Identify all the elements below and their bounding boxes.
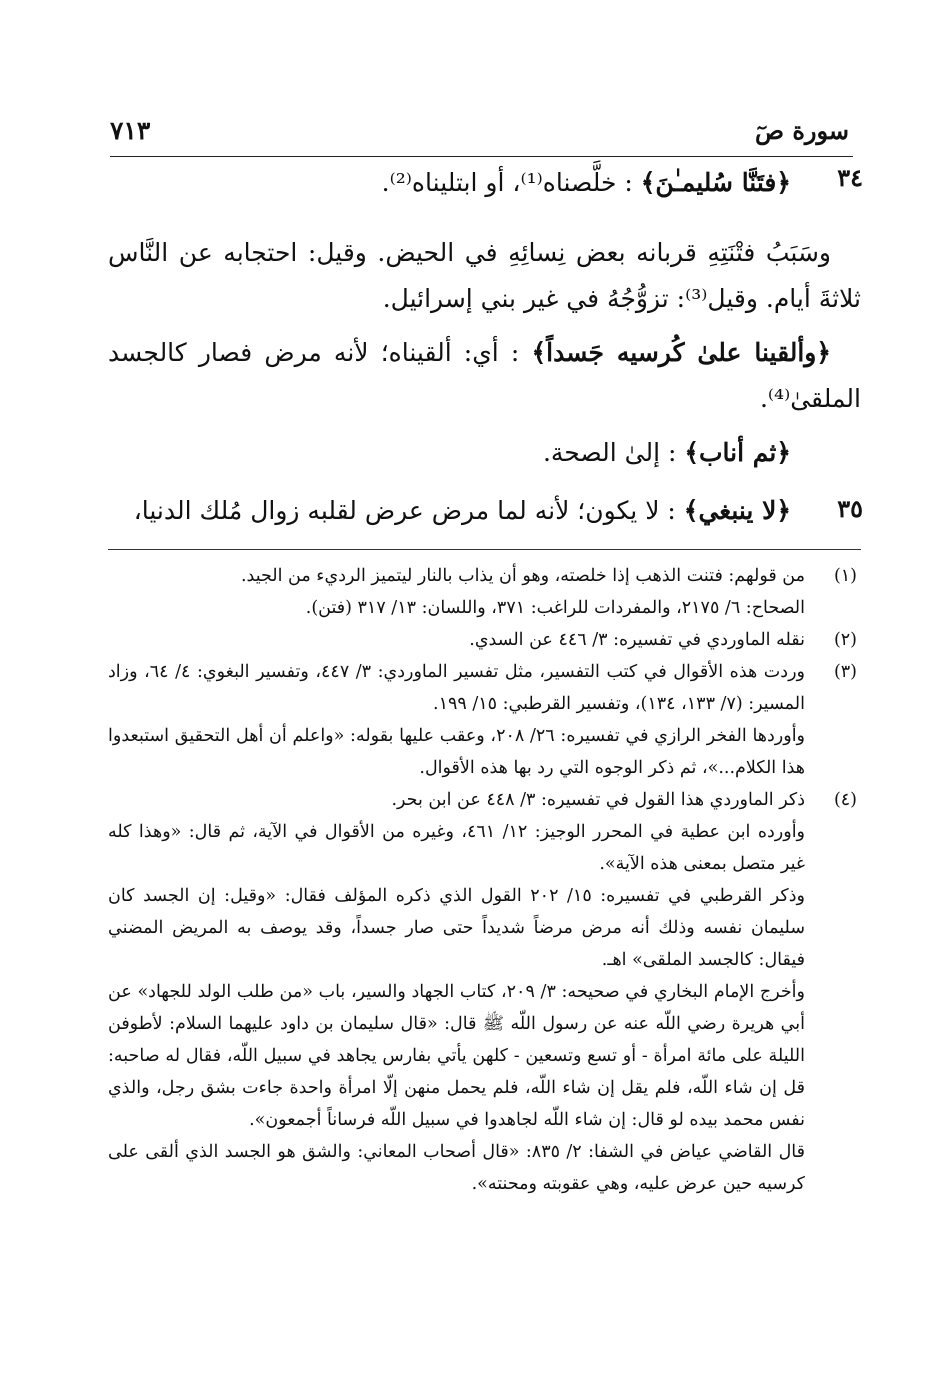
commentary-text: : خلَّصناه⁽¹⁾، أو ابتليناه⁽²⁾. [381, 168, 633, 197]
verse-number: ٣٥ [837, 494, 863, 523]
paragraph [108, 330, 861, 422]
quran-quote: ﴿فتَنَّا سُليمـٰنَ﴾ [640, 168, 791, 197]
footnote-text: قال القاضي عياض في الشفا: ٢/ ٨٣٥: «قال أصحاب المعاني: والشق هو الجسد الذي ألقى على كرسيه حين عرض عليه، وهي عقوبته ومحنته». [108, 1142, 805, 1194]
footnote [108, 656, 857, 784]
header-rule [110, 156, 853, 157]
footnote [108, 784, 857, 1200]
paragraph-text: : أي: ألقيناه؛ لأنه مرض فصار كالجسد الملقىٰ⁽⁴⁾. [108, 338, 861, 413]
footnote-number: (١) [833, 566, 857, 586]
footnote [108, 624, 857, 656]
paragraph [108, 230, 861, 322]
footnote-divider [108, 549, 861, 550]
footnote-text: وذكر القرطبي في تفسيره: ١٥/ ٢٠٢ القول الذي ذكره المؤلف فقال: «وقيل: إن الجسد كان سليمان نفسه وذلك أنه مرض مرضاً شديداً حتى صار جسداً، وقد يوصف به المريض المضني فيقال: كالجسد الملقى» اهـ. [108, 886, 805, 970]
quran-quote: ﴿لا ينبغي﴾ [683, 496, 791, 525]
quran-quote: ﴿ثم أناب﴾ [684, 438, 791, 467]
verse-line [108, 160, 791, 206]
verse-number: ٣٤ [837, 163, 863, 192]
page-number: ٧١٣ [110, 116, 151, 145]
verse-line [108, 488, 791, 534]
footnote-text: وردت هذه الأقوال في كتب التفسير، مثل تفسير الماوردي: ٣/ ٤٤٧، وتفسير البغوي: ٤/ ٦٤، وزاد المسير: (٧/ ١٣٣، ١٣٤)، وتفسير القرطبي: ١٥/ ١٩٩. [108, 662, 805, 714]
commentary-text: : لا يكون؛ لأنه لما مرض عرض لقلبه زوال مُلك الدنيا، [133, 496, 676, 525]
footnote-text: من قولهم: فتنت الذهب إذا خلصته، وهو أن يذاب بالنار ليتميز الرديء من الجيد. [240, 566, 805, 586]
paragraph-text: : إلىٰ الصحة. [542, 438, 677, 467]
page-header [110, 116, 849, 156]
paragraph [108, 430, 791, 476]
footnote-text: وأخرج الإمام البخاري في صحيحه: ٣/ ٢٠٩، كتاب الجهاد والسير، باب «من طلب الولد للجهاد» عن أبي هريرة رضي اللّه عنه عن رسول اللّه ﷺ قال: «قال سليمان بن داود عليهما السلام: لأطوفن الليلة على مائة امرأة - أو تسع وتسعين - كلهن يأتي بفارس يجاهد في سبيل اللّه، فقال له صاحبه: قل إن شاء اللّه، فلم يقل إن شاء اللّه، فلم يحمل منهن إلّا امرأة واحدة جاءت بشق رجل، والذي نفس محمد بيده لو قال: إن شاء اللّه لجاهدوا في سبيل اللّه فرساناً أجمعون». [108, 982, 805, 1130]
surah-title: سورة صٓ [754, 116, 849, 145]
footnote-text: وأوردها الفخر الرازي في تفسيره: ٢٦/ ٢٠٨، وعقب عليها بقوله: «واعلم أن أهل التحقيق استبعدوا هذا الكلام...»، ثم ذكر الوجوه التي رد بها هذه الأقوال. [108, 726, 806, 778]
footnote-text: ذكر الماوردي هذا القول في تفسيره: ٣/ ٤٤٨ عن ابن بحر. [391, 790, 805, 810]
footnote-text: الصحاح: ٦/ ٢١٧٥، والمفردات للراغب: ٣٧١، واللسان: ١٣/ ٣١٧ (فتن). [305, 598, 805, 618]
paragraph-text: وسَبَبُ فتْنَتِهِ قربانه بعض نِسائِهِ في الحيض. وقيل: احتجابه عن النَّاس ثلاثةَ أيام. وقيل⁽³⁾: تزوُّجُهُ في غير بني إسرائيل. [108, 238, 861, 313]
quran-quote: ﴿وألقينا علىٰ كُرسيه جَسداً﴾ [531, 338, 831, 367]
footnote-number: (٣) [833, 662, 857, 682]
footnote [108, 560, 857, 624]
footnote-text: نقله الماوردي في تفسيره: ٣/ ٤٤٦ عن السدي. [469, 630, 805, 650]
footnote-number: (٢) [833, 630, 857, 650]
footnote-number: (٤) [833, 790, 857, 810]
footnote-text: وأورده ابن عطية في المحرر الوجيز: ١٢/ ٤٦١، وغيره من الأقوال في الآية، ثم قال: «وهذا كله غير متصل بمعنى هذه الآية». [108, 822, 806, 874]
